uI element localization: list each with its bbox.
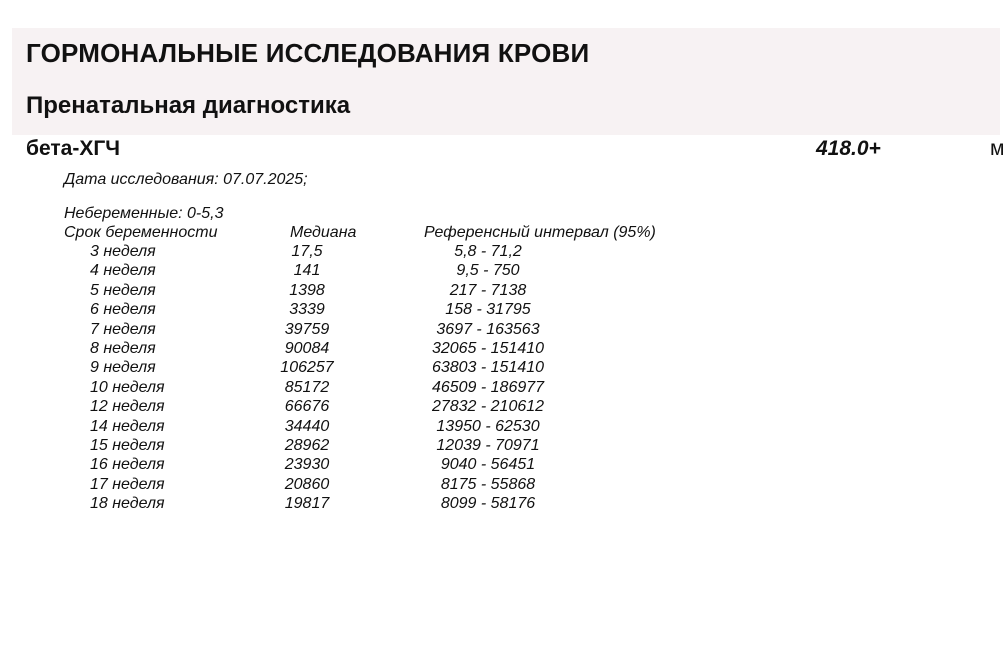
row-week: 4 неделя <box>90 262 156 280</box>
row-median: 66676 <box>284 398 330 416</box>
row-median: 28962 <box>284 436 330 454</box>
row-week: 18 неделя <box>90 495 165 513</box>
row-range: 9,5 - 750 <box>456 262 520 280</box>
table-row <box>0 359 1000 378</box>
row-median: 90084 <box>284 339 330 357</box>
row-median: 34440 <box>284 417 330 435</box>
row-median: 20860 <box>284 475 330 493</box>
header-median: Медиана <box>290 224 357 241</box>
row-range: 5,8 - 71,2 <box>454 243 522 260</box>
row-median: 39759 <box>284 320 330 338</box>
header-week: Срок беременности <box>64 224 218 241</box>
table-row <box>0 243 1000 262</box>
row-range: 8175 - 55868 <box>440 475 536 493</box>
row-range: 8099 - 58176 <box>440 495 536 513</box>
table-row <box>0 340 1000 359</box>
row-week: 14 неделя <box>90 417 165 435</box>
row-range: 13950 - 62530 <box>436 417 540 435</box>
row-week: 12 неделя <box>90 398 165 416</box>
table-row <box>0 495 1000 514</box>
row-median: 85172 <box>284 378 330 396</box>
row-week: 17 неделя <box>90 475 165 493</box>
table-row <box>0 321 1000 340</box>
table-row <box>0 418 1000 437</box>
row-range: 46509 - 186977 <box>431 378 545 396</box>
row-range: 3697 - 163563 <box>436 320 540 338</box>
row-median: 141 <box>293 262 321 280</box>
table-row <box>0 301 1000 320</box>
row-range: 158 - 31795 <box>445 301 531 319</box>
row-median: 3339 <box>289 301 325 319</box>
row-median: 19817 <box>284 495 330 513</box>
table-row <box>0 437 1000 456</box>
subsection-title: Пренатальная диагностика <box>26 92 351 119</box>
row-week: 7 неделя <box>90 320 156 338</box>
test-result-value: 418.0+ <box>816 137 881 160</box>
row-week: 15 неделя <box>90 436 165 454</box>
row-range: 32065 - 151410 <box>431 339 545 357</box>
test-name: бета-ХГЧ <box>26 137 120 160</box>
table-row <box>0 262 1000 281</box>
table-row <box>0 379 1000 398</box>
row-median: 1398 <box>289 281 325 299</box>
row-range: 12039 - 70971 <box>436 436 540 454</box>
row-week: 3 неделя <box>90 243 156 260</box>
reference-table <box>0 243 1000 514</box>
row-week: 10 неделя <box>90 378 165 396</box>
row-week: 5 неделя <box>90 281 156 299</box>
table-row <box>0 476 1000 495</box>
table-row <box>0 398 1000 417</box>
row-median: 106257 <box>280 359 334 377</box>
row-week: 8 неделя <box>90 339 156 357</box>
row-week: 9 неделя <box>90 359 156 377</box>
table-row <box>0 456 1000 475</box>
row-range: 27832 - 210612 <box>431 398 545 416</box>
header-range: Референсный интервал (95%) <box>424 224 656 241</box>
row-median: 23930 <box>284 456 330 474</box>
study-date: Дата исследования: 07.07.2025; <box>64 171 308 188</box>
row-week: 6 неделя <box>90 301 156 319</box>
row-range: 63803 - 151410 <box>431 359 545 377</box>
test-unit: м <box>990 137 1004 160</box>
row-median: 17,5 <box>291 243 323 260</box>
non-pregnant-reference: Небеременные: 0-5,3 <box>64 205 224 222</box>
row-range: 9040 - 56451 <box>440 456 536 474</box>
row-range: 217 - 7138 <box>449 281 527 299</box>
section-title: ГОРМОНАЛЬНЫЕ ИССЛЕДОВАНИЯ КРОВИ <box>26 38 590 68</box>
row-week: 16 неделя <box>90 456 165 474</box>
table-row <box>0 282 1000 301</box>
